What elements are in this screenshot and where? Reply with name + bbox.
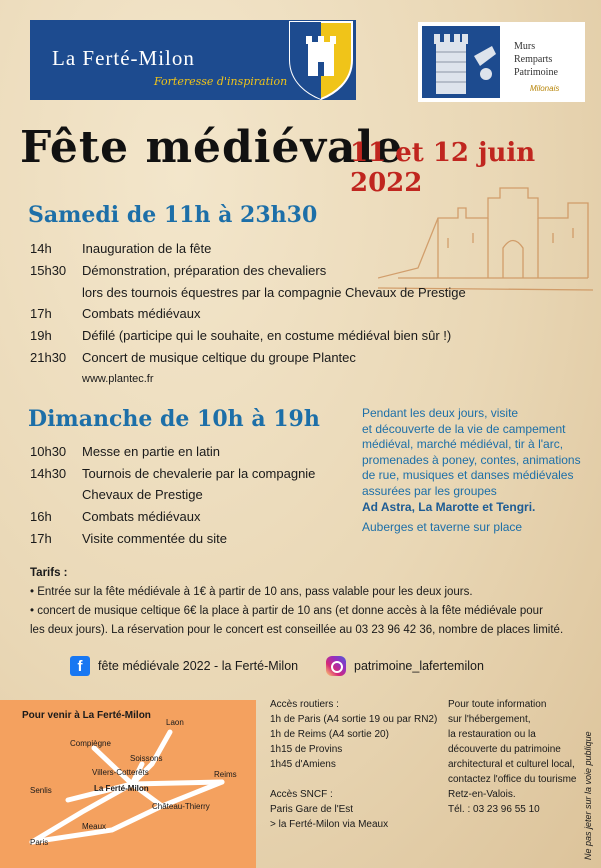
event-time: 17h [30,306,52,321]
side-groups: Ad Astra, La Marotte et Tengri. [362,499,536,514]
city-label: La Ferté-Milon [94,784,149,793]
event-text: Démonstration, préparation des chevaliers [82,263,327,278]
facebook-label: fête médiévale 2022 - la Ferté-Milon [98,659,299,673]
event-text: Combats médiévaux [82,306,201,321]
road-access-title: Accès routiers : [270,699,339,710]
event-time: 16h [30,509,52,524]
side-line: et découverte de la vie de campement [362,421,566,436]
castle-sketch [378,178,598,298]
event-text: Combats médiévaux [82,509,201,524]
event-time: 14h [30,241,52,256]
side-line: Pendant les deux jours, visite [362,406,519,420]
road-access-line: 1h de Reims (A4 sortie 20) [270,729,389,740]
side-activities [362,406,588,536]
logo-line: Murs [514,41,536,52]
city-label: Château-Thierry [152,802,210,811]
event-time: 17h [30,531,52,546]
rail-access-title: Accès SNCF : [270,789,333,800]
road-access-line: 1h45 d'Amiens [270,759,336,770]
murs-remparts-logo [418,22,585,102]
info-line: Pour toute information [448,699,547,710]
logo-line: Patrimoine [514,67,558,78]
tarifs-section [30,564,590,640]
event-text: Visite commentée du site [82,531,227,546]
access-info [270,697,437,832]
logo-subtext: Milonais [530,84,560,93]
tarifs-heading: Tarifs : [30,567,68,579]
side-auberges: Auberges et taverne sur place [362,520,523,535]
side-line: promenades à poney, contes, animations [362,452,581,467]
plantec-link[interactable]: www.plantec.fr [82,373,154,385]
access-map [0,700,256,868]
side-line: de rue, musiques et danses médiévales [362,468,574,483]
la-ferte-milon-logo [30,20,356,100]
info-line: contactez l'office du tourisme [448,774,577,785]
instagram-link[interactable] [326,656,484,676]
city-label: Villers-Cotterêts [92,768,149,777]
event-time: 19h [30,328,52,343]
event-time: 15h30 [30,263,67,278]
event-text: Défilé (participe qui le souhaite, en costume médiéval bien sûr !) [82,328,452,343]
info-line: la restauration ou la [448,729,536,740]
tarif-line: • concert de musique celtique 6€ la place à partir de 10 ans (et donne accès à la fête médiévale pour [30,605,543,617]
tarif-line: • Entrée sur la fête médiévale à 1€ à partir de 10 ans, pass valable pour les deux jours. [30,586,473,598]
tarif-line: les deux jours). La réservation pour le concert est conseillée au 03 23 96 42 36, nombre de places limité. [30,624,564,636]
map-area [12,718,252,864]
city-label: Reims [214,770,237,779]
instagram-icon [326,656,346,676]
logo-title: La Ferté-Milon [52,46,195,70]
sunday-heading: Dimanche de 10h à 19h [28,406,320,432]
event-time: 10h30 [30,444,67,459]
instagram-label: patrimoine_lafertemilon [354,659,484,673]
logo-slogan: Forteresse d'inspiration [154,75,288,88]
event-time: 21h30 [30,350,67,365]
facebook-icon: f [70,656,90,676]
page-title: Fête médiévale [20,122,404,173]
event-text: Inauguration de la fête [82,241,212,256]
info-line: découverte du patrimoine [448,744,561,755]
event-time: 14h30 [30,466,67,481]
event-text: Chevaux de Prestige [82,487,203,502]
event-text: Tournois de chevalerie par la compagnie [82,466,316,481]
logo-text [514,40,558,79]
rail-access-line: > la Ferté-Milon via Meaux [270,819,389,830]
city-label: Compiègne [70,739,111,748]
city-label: Senlis [30,786,52,795]
road-access-line: 1h de Paris (A4 sortie 19 ou par RN2) [270,714,438,725]
event-date: 11 et 12 juin 2022 [350,138,536,198]
tourism-phone: Tél. : 03 23 96 55 10 [448,804,540,815]
notice-text: Ne pas jeter sur la voie publique [583,731,593,860]
rail-access-line: Paris Gare de l'Est [270,804,354,815]
info-line: Retz-en-Valois. [448,789,516,800]
tourism-info [448,697,576,817]
info-line: sur l'hébergement, [448,714,531,725]
city-label: Soissons [130,754,163,763]
city-label: Laon [166,718,184,727]
disposal-notice [583,700,595,860]
facebook-link[interactable] [70,656,298,676]
shield-icon [286,20,356,100]
map-title: Pour venir à La Ferté-Milon [22,710,151,721]
event-text: lors des tournois équestres par la compagnie Chevaux de Prestige [82,285,466,300]
event-text: Messe en partie en latin [82,444,221,459]
event-text: Concert de musique celtique du groupe Plantec [82,350,356,365]
castle-tower-icon [422,26,500,98]
city-label: Paris [30,838,49,847]
saturday-heading: Samedi de 11h à 23h30 [28,202,318,228]
road-access-line: 1h15 de Provins [270,744,343,755]
logo-line: Remparts [514,54,553,65]
city-label: Meaux [82,822,107,831]
side-line: médiéval, marché médiéval, tir à l'arc, [362,437,564,452]
info-line: architectural et culturel local, [448,759,575,770]
side-line: assurées par les groupes [362,483,497,498]
